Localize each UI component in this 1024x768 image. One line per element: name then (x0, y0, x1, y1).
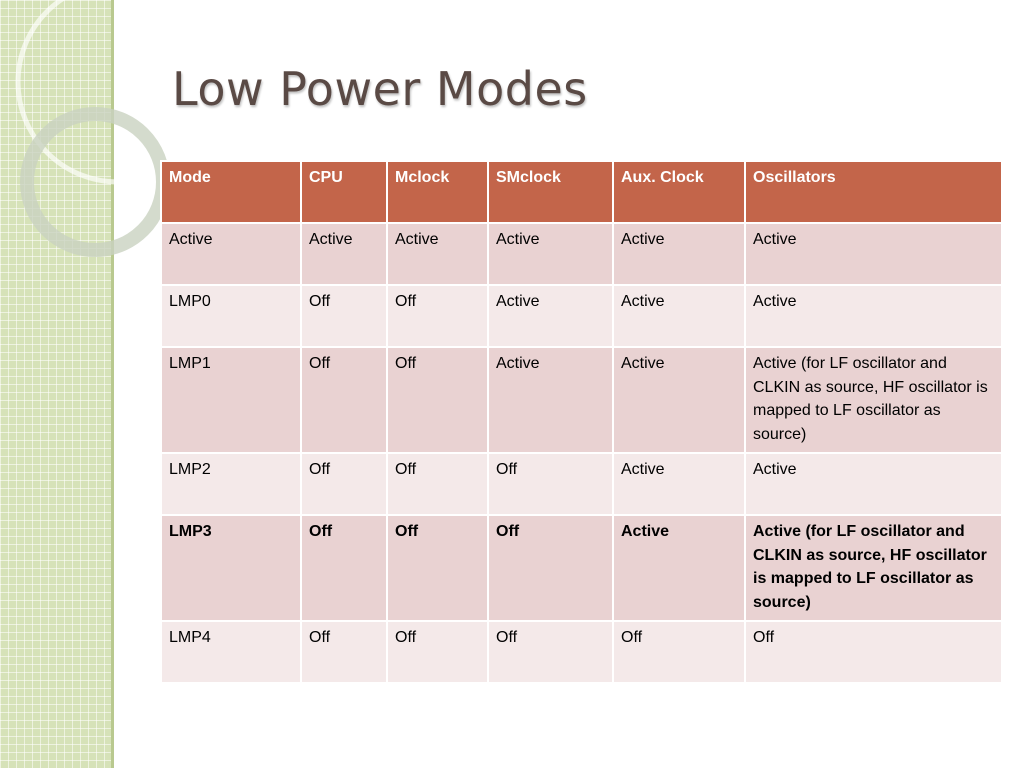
cell-oscillators: Off (745, 621, 1002, 683)
header-mode: Mode (161, 161, 301, 223)
table-row (161, 285, 1002, 347)
side-band (0, 0, 113, 768)
cell-mclock: Active (387, 223, 488, 285)
cell-cpu: Off (301, 515, 387, 621)
cell-oscillators: Active (for LF oscillator and CLKIN as source, HF oscillator is mapped to LF oscillator as source) (745, 347, 1002, 453)
cell-aux-clock: Active (613, 453, 745, 515)
cell-aux-clock: Off (613, 621, 745, 683)
cell-aux-clock: Active (613, 285, 745, 347)
cell-cpu: Off (301, 453, 387, 515)
cell-cpu: Off (301, 347, 387, 453)
power-modes-table (160, 160, 1003, 684)
cell-smclock: Active (488, 285, 613, 347)
cell-cpu: Off (301, 285, 387, 347)
cell-mode: LMP1 (161, 347, 301, 453)
header-mclock: Mclock (387, 161, 488, 223)
cell-oscillators: Active (745, 285, 1002, 347)
cell-smclock: Active (488, 223, 613, 285)
side-band-edge (111, 0, 114, 768)
cell-mclock: Off (387, 347, 488, 453)
table-row (161, 621, 1002, 683)
header-oscillators: Oscillators (745, 161, 1002, 223)
cell-aux-clock: Active (613, 515, 745, 621)
cell-aux-clock: Active (613, 347, 745, 453)
table-row (161, 453, 1002, 515)
cell-oscillators: Active (745, 453, 1002, 515)
table-row (161, 223, 1002, 285)
table-row (161, 515, 1002, 621)
table-row (161, 347, 1002, 453)
header-smclock: SMclock (488, 161, 613, 223)
cell-mclock: Off (387, 515, 488, 621)
cell-mode: Active (161, 223, 301, 285)
cell-smclock: Off (488, 453, 613, 515)
cell-cpu: Active (301, 223, 387, 285)
cell-mode: LMP0 (161, 285, 301, 347)
cell-mclock: Off (387, 621, 488, 683)
cell-smclock: Active (488, 347, 613, 453)
header-aux-clock: Aux. Clock (613, 161, 745, 223)
cell-cpu: Off (301, 621, 387, 683)
cell-oscillators: Active (745, 223, 1002, 285)
cell-mode: LMP4 (161, 621, 301, 683)
table-header-row (161, 161, 1002, 223)
cell-mode: LMP3 (161, 515, 301, 621)
cell-mclock: Off (387, 453, 488, 515)
cell-oscillators: Active (for LF oscillator and CLKIN as source, HF oscillator is mapped to LF oscillator as source) (745, 515, 1002, 621)
cell-smclock: Off (488, 515, 613, 621)
cell-mclock: Off (387, 285, 488, 347)
header-cpu: CPU (301, 161, 387, 223)
slide-title: Low Power Modes (172, 62, 588, 116)
cell-aux-clock: Active (613, 223, 745, 285)
cell-mode: LMP2 (161, 453, 301, 515)
cell-smclock: Off (488, 621, 613, 683)
